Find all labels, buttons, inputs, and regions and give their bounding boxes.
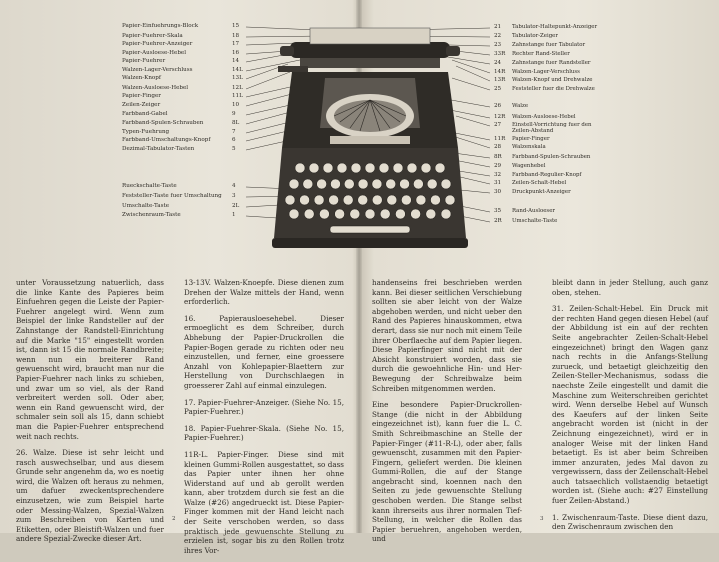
part-label: Walzenskala: [512, 144, 546, 150]
typewriter-key: [441, 209, 451, 219]
typewriter-key: [407, 163, 417, 173]
paragraph: unter Voraussetzung natuerlich, dass die linke Kante des Papieres beim Einfuehren gegen die Leiste der Papier-Fuehrer angelegt wird. Wenn zum Beispiel der linke Randsteller auf der Zahnstange der Randstell-Einrichtung auf die Marke "15" eingestellt worden ist, dann ist 15 die normale Randbreite; wenn nun ein breiterer Rand gewuenscht wird, braucht man nur die Papier-Fuehrer nach links zu schieben, und zwar um so viel, als der Rand verbreitert werden soll. Oder aber, wenn ein Rand gewuenscht wird, der schmaler sein soll als 15, dann schiebt man die Papier-Fuehrer entsprechend weit nach rechts.: [16, 278, 164, 441]
part-number: 4: [232, 183, 236, 189]
part-label: Papier-Finger: [512, 136, 550, 142]
part-label: Rechter Rand-Steller: [512, 51, 570, 57]
typewriter-key: [427, 179, 437, 189]
typewriter-key: [314, 195, 324, 205]
part-number: 12R: [494, 114, 506, 120]
part-label: Tabulator-Haltepunkt-Anzeiger: [512, 24, 598, 30]
part-label: Walzen-Knopf: [122, 75, 161, 81]
text-column-3: [372, 278, 522, 551]
typewriter-key: [430, 195, 440, 205]
part-label: Farbband-Gabel: [122, 111, 168, 117]
part-number: 16: [232, 50, 240, 56]
part-number: 33R: [494, 51, 506, 57]
part-label: Zahnstange fuer Tabulator: [512, 42, 586, 48]
typewriter-key: [435, 163, 445, 173]
part-label: Walze: [512, 103, 529, 109]
part-number: 18: [232, 33, 240, 39]
part-label: Zeilen-Zeiger: [122, 102, 161, 108]
typewriter-key: [395, 209, 405, 219]
typewriter-key: [365, 163, 375, 173]
typewriter-key: [372, 179, 382, 189]
part-label: Papier-Einfuehrungs-Block: [122, 23, 199, 29]
part-label: Walzen-Knopf und Drehwalze: [512, 77, 593, 83]
part-label: Rand-Ausloeser: [512, 208, 555, 214]
part-number: 27: [494, 122, 502, 128]
part-label: Umschalte-Taste: [512, 218, 558, 224]
part-number: 14R: [494, 69, 506, 75]
paragraph: 11R-L. Papier-Finger. Diese sind mit kleinen Gummi-Rollen ausgestattet, so dass das Papier unter ihnen her ohne Widerstand auf und ab gerollt werden kann, aber trotzdem durch sie fest an die Walze (#26) angedrueckt ist. Diese Papier-Finger kommen mit der Hand leicht nach der Seite verschoben werden, so dass praktisch jede gewuenschte Stellung zu erzielen ist, sogar bis zu den Rollen trotz ihres Vor-: [184, 449, 344, 555]
part-number: 13L: [232, 75, 243, 81]
part-number: 15: [232, 23, 240, 29]
page-number-right: 3: [540, 516, 544, 522]
typewriter-key: [426, 209, 436, 219]
part-label: Umschalte-Taste: [122, 203, 170, 209]
page-number-left: 2: [172, 516, 176, 522]
typewriter-illustration: [270, 18, 470, 258]
part-label: Walzen-Lager-Verschluss: [512, 69, 580, 75]
part-number: 13R: [494, 77, 506, 83]
part-number: 14: [232, 58, 240, 64]
part-label: Zeilen-Schalt-Hebel: [512, 180, 567, 186]
typewriter-key: [400, 179, 410, 189]
typewriter-key: [401, 195, 411, 205]
part-number: 8R: [494, 154, 502, 160]
part-number: 3: [232, 193, 236, 199]
part-label: Feststeller fuer die Drehwalze: [512, 86, 595, 92]
part-label: Farbband-Umschaltungs-Knopf: [122, 137, 211, 143]
part-label: Feststeller-Taste fuer Umschaltung: [122, 193, 222, 199]
part-label: Papier-Fuehrer-Skala: [122, 33, 183, 39]
typewriter-key: [441, 179, 451, 189]
paragraph: 16. Papierausloesehebel. Dieser ermoeglicht es dem Schreiber, durch Abhebung der Papier-Druckrollen die Papier-Bogen gerade zu richten oder neu einzustellen, und ferner, eine groessere Anzahl von Kohlepapier-Blaettern zur Herstellung von Durchschlaegen in groesserer Zahl auf einmal einzulegen.: [184, 313, 344, 390]
typewriter-key: [300, 195, 310, 205]
typewriter-key: [380, 209, 390, 219]
typewriter-key: [445, 195, 455, 205]
paragraph: 1. Zwischenraum-Taste. Diese dient dazu, den Zwischenraum zwischen den: [552, 512, 708, 532]
paragraph: handenseins frei beschrieben werden kann. Bei dieser seitlichen Verschiebung sollten sie aber leicht von der Walze abgehoben werden, und nicht ueber den Rand des Papieres hinauskommen, etwa derart, dass sie nur noch mit einem Teile ihrer Oberflaeche auf dem Papier liegen. Diese Papierfinger sind nicht mit der Absicht konstruiert worden, dass sie durch die gewoehnliche Hin- und Her-Bewegung der Schreibwalze beim Schreiben mitgenommen werden.: [372, 278, 522, 393]
part-number: 11R: [494, 136, 506, 142]
part-label: Rueckschalte-Taste: [122, 183, 177, 189]
part-number: 17: [232, 41, 240, 47]
part-label: Typen-Fuehrung: [122, 129, 170, 135]
part-label: Zwischenraum-Taste: [122, 212, 181, 218]
typewriter-key: [285, 195, 295, 205]
typewriter-key: [330, 179, 340, 189]
typewriter-key: [329, 195, 339, 205]
typewriter-key: [379, 163, 389, 173]
part-label: Walzen-Ausloese-Hebel: [122, 85, 189, 91]
part-number: 35: [494, 208, 502, 214]
typewriter-key: [350, 209, 360, 219]
part-number: 7: [232, 129, 236, 135]
part-label: Zahnstange fuer Randsteller: [512, 60, 591, 66]
typewriter-key: [289, 179, 299, 189]
part-number: 31: [494, 180, 502, 186]
part-number: 23: [494, 42, 502, 48]
part-number: 6: [232, 137, 236, 143]
part-label: Zeilen-Abstand: [512, 128, 554, 134]
part-number: 14L: [232, 67, 243, 73]
part-number: 25: [494, 86, 502, 92]
typewriter-key: [386, 179, 396, 189]
typewriter-key: [295, 163, 305, 173]
typewriter-key: [319, 209, 329, 219]
part-number: 12L: [232, 85, 243, 91]
typewriter-key: [323, 163, 333, 173]
paragraph: 13-13V. Walzen-Knoepfe. Diese dienen zum Drehen der Walze mittels der Hand, wenn erforderlich.: [184, 278, 344, 307]
paragraph: 17. Papier-Fuehrer-Anzeiger. (Siehe No. 15, Papier-Fuehrer.): [184, 397, 344, 417]
typewriter-key: [372, 195, 382, 205]
text-column-1: [16, 278, 164, 551]
typewriter-key: [335, 209, 345, 219]
paragraph: bleibt dann in jeder Stellung, auch ganz oben, stehen.: [552, 278, 708, 297]
part-number: 21: [494, 24, 502, 30]
part-number: 32: [494, 172, 502, 178]
part-label: Einstell-Vorrichtung fuer den: [512, 122, 592, 128]
typewriter-key: [344, 179, 354, 189]
part-number: 26: [494, 103, 502, 109]
text-column-2: [184, 278, 344, 562]
part-label: Farbband-Spulen-Schrauben: [122, 120, 204, 126]
typewriter-key: [343, 195, 353, 205]
typewriter-key: [358, 179, 368, 189]
paragraph: 18. Papier-Fuehrer-Skala. (Siehe No. 15, Papier-Fuehrer.): [184, 423, 344, 443]
typewriter-key: [416, 195, 426, 205]
typewriter-key: [421, 163, 431, 173]
part-label: Walzen-Ausloese-Hebel: [512, 114, 576, 120]
part-number: 29: [494, 163, 502, 169]
part-number: 5: [232, 146, 236, 152]
part-label: Wagenhebel: [512, 163, 546, 169]
typewriter-key: [393, 163, 403, 173]
typewriter-key: [358, 195, 368, 205]
typewriter-key: [304, 209, 314, 219]
paragraph: 31. Zeilen-Schalt-Hebel. Ein Druck mit der rechten Hand gegen diesen Hebel (auf der Abbildung ist ein auf der rechten Seite angebrachter Zeilen-Schalt-Hebel eingezeichnet) bringt den Wagen ganz nach rechts in die Anfangs-Stellung zurueck, und betaetigt gleichzeitig den Zeilen-Steller-Mechanismus, sodass die naechste Zeile eingestellt und damit die Maschine zum Weiterschreiben gerichtet wird. Wenn derselbe Hebel auf Wunsch des Kaeufers auf der linken Seite angebracht worden ist (nicht in der Zeichnung eingezeichnet), wird er in analoger Weise mit der linken Hand betaetigt. Es ist aber beim Schreiben immer anzuraten, jedes Mal davon zu vergewissern, dass der Zeilenschalt-Hebel auch tatsaechlich vollstaendig betaetigt worden ist. (Siehe auch: #27 Einstellung fuer Zeilen-Abstand.): [552, 304, 709, 506]
paragraph: 26. Walze. Diese ist sehr leicht und rasch auswechselbar, und aus diesem Grunde sehr angenehm da, wo es noetig wird, die Walzen oft heraus zu nehmen, um dafuer zweckentsprechendere einzusetzen, wie zum Beispiel harte oder Messing-Walzen, Spezial-Walzen zum Beschreiben von Karten und Etiketten, oder Bleistift-Walzen und fuer andere Spezial-Zwecke dieser Art.: [16, 448, 164, 544]
text-column-4: [552, 278, 708, 539]
typewriter-key: [365, 209, 375, 219]
part-number: 10: [232, 102, 240, 108]
part-label: Farbband-Regulier-Knopf: [512, 172, 582, 178]
part-number: 2R: [494, 218, 502, 224]
typewriter-key: [317, 179, 327, 189]
typewriter-key: [337, 163, 347, 173]
part-label: Papier-Fuehrer-Anzeiger: [122, 41, 193, 47]
part-label: Druckpunkt-Anzeiger: [512, 189, 571, 195]
part-number: 11L: [232, 93, 243, 99]
typewriter-key: [309, 163, 319, 173]
typewriter-key: [387, 195, 397, 205]
typewriter-key: [351, 163, 361, 173]
part-label: Dezimal-Tabulator-Tasten: [122, 146, 195, 152]
typewriter-key: [413, 179, 423, 189]
part-number: 22: [494, 33, 502, 39]
part-label: Walzen-Lager-Verschluss: [122, 67, 193, 73]
part-number: 30: [494, 189, 502, 195]
part-number: 2L: [232, 203, 240, 209]
typewriter-key: [303, 179, 313, 189]
part-label: Papier-Fuehrer: [122, 58, 166, 64]
typewriter-key: [289, 209, 299, 219]
paragraph: Eine besondere Papier-Druckrollen-Stange (die nicht in der Abbildung eingezeichnet ist), kann fuer die L. C. Smith Schreibmaschine an Stelle der Papier-Finger (#11-R-L), oder aber, falls gewuenscht, zusammen mit den Papier-Fingern, geliefert werden. Die kleinen Gummi-Rollen, die auf der Stange angebracht sind, koennen nach den Seiten zu jede gewuenschte Stellung geschoben werden. Die Stange selbst kann ihrerseits aus ihrer normalen Tief-Stellung, in welcher die Rollen das Papier beruehren, angehoben werden, und: [372, 400, 522, 544]
part-number: 8L: [232, 120, 240, 126]
part-label: Papier-Ausloese-Hebel: [122, 50, 187, 56]
part-label: Farbband-Spulen-Schrauben: [512, 154, 591, 160]
part-number: 1: [232, 212, 236, 218]
part-number: 24: [494, 60, 502, 66]
part-number: 28: [494, 144, 502, 150]
typewriter-key: [411, 209, 421, 219]
part-label: Tabulator-Zeiger: [512, 33, 558, 39]
part-number: 9: [232, 111, 236, 117]
part-label: Papier-Finger: [122, 93, 161, 99]
